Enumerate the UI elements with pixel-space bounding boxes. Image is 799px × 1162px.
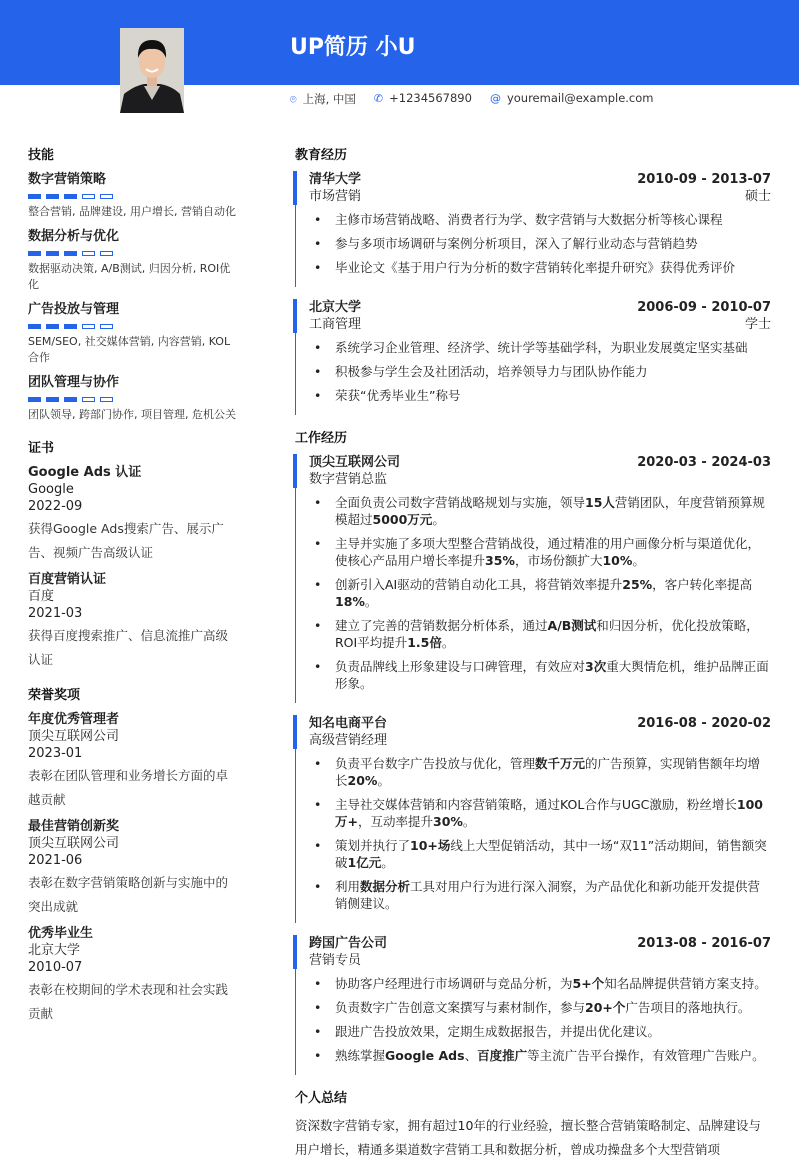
award-item bbox=[28, 711, 240, 812]
bullet-text: 全面负责公司数字营销战略规划与实施，领导 bbox=[335, 495, 586, 510]
bullet-text: 毕业论文《基于用户行为分析的数字营销转化率提升研究》获得优秀评价 bbox=[335, 260, 736, 275]
school-name: 清华大学 bbox=[309, 172, 362, 187]
entry-subheader bbox=[309, 952, 771, 969]
skill-desc: SEM/SEO, 社交媒体营销, 内容营销, KOL合作 bbox=[28, 335, 231, 364]
skill-level-bars bbox=[28, 251, 240, 256]
bullet-text: 建立了完善的营销数据分析体系，通过 bbox=[335, 618, 548, 633]
award-item bbox=[28, 925, 240, 1026]
phone-icon: ✆ bbox=[373, 92, 384, 105]
highlight-text: 15人 bbox=[585, 495, 615, 510]
job-title: 营销专员 bbox=[309, 953, 362, 968]
award-item bbox=[28, 818, 240, 919]
summary-title: 个人总结 bbox=[295, 1091, 348, 1106]
bullet-text: 主修市场营销战略、消费者行为学、数字营销与大数据分析等核心课程 bbox=[335, 212, 723, 227]
bullet-text: 利用 bbox=[335, 879, 361, 894]
highlight-text: Google Ads bbox=[385, 1048, 465, 1063]
bullet-item bbox=[309, 535, 771, 569]
at-icon: @ bbox=[489, 92, 501, 105]
bullet-text: 负责数字广告创意文案撰写与素材制作，参与 bbox=[335, 1000, 586, 1015]
school-name: 北京大学 bbox=[309, 300, 362, 315]
award-desc: 表彰在校期间的学术表现和社会实践贡献 bbox=[28, 982, 229, 1021]
bullet-item bbox=[309, 339, 771, 356]
work-entry bbox=[295, 454, 771, 703]
bullet-list bbox=[309, 339, 771, 415]
location-text: 上海, 中国 bbox=[302, 92, 356, 106]
highlight-text: 30% bbox=[433, 814, 463, 829]
bullet-text: ，互动率提升 bbox=[357, 814, 433, 829]
certs-title: 证书 bbox=[28, 441, 55, 456]
degree: 硕士 bbox=[744, 189, 771, 204]
highlight-text: 5+个 bbox=[572, 976, 605, 991]
entry-header bbox=[309, 299, 771, 316]
skill-name: 团队管理与协作 bbox=[28, 375, 120, 390]
skill-desc: 整合营销, 品牌建设, 用户增长, 营销自动化 bbox=[28, 205, 236, 218]
award-name: 最佳营销创新奖 bbox=[28, 819, 120, 834]
award-date: 2023-01 bbox=[28, 746, 83, 761]
skill-name: 数据分析与优化 bbox=[28, 229, 120, 244]
bullet-text: 负责平台数字广告投放与优化，管理 bbox=[335, 756, 536, 771]
bullet-text: 系统学习企业管理、经济学、统计学等基础学科，为职业发展奠定坚实基础 bbox=[335, 340, 748, 355]
bullet-text: 熟练掌握 bbox=[335, 1048, 386, 1063]
bullet-list bbox=[309, 755, 771, 923]
major: 工商管理 bbox=[309, 317, 362, 332]
level-bar-filled bbox=[64, 397, 77, 402]
degree: 学士 bbox=[744, 317, 771, 332]
bullet-text: 工具对用户行为进行深入洞察，为产品优化和新功能开发提供营销侧建议。 bbox=[335, 879, 761, 911]
bullet-list bbox=[309, 494, 771, 703]
work-entry bbox=[295, 935, 771, 1075]
highlight-text: 数据分析 bbox=[360, 879, 411, 894]
entry-subheader bbox=[309, 471, 771, 488]
bullet-item bbox=[309, 235, 771, 252]
bullet-text: 。 bbox=[632, 553, 645, 568]
level-bar-filled bbox=[28, 194, 41, 199]
skill-level-bars bbox=[28, 194, 240, 199]
bullet-text: 策划并执行了 bbox=[335, 838, 411, 853]
cert-desc: 获得Google Ads搜索广告、展示广告、视频广告高级认证 bbox=[28, 521, 224, 560]
bullet-text: 广告项目的落地执行。 bbox=[625, 1000, 751, 1015]
award-date: 2021-06 bbox=[28, 853, 83, 868]
date-range: 2010-09 - 2013-07 bbox=[637, 172, 771, 187]
date-range: 2013-08 - 2016-07 bbox=[637, 936, 771, 951]
email-text: youremail@example.com bbox=[506, 91, 654, 105]
bullet-text: 等主流广告平台操作，有效管理广告账户。 bbox=[527, 1048, 765, 1063]
bullet-text: 创新引入AI驱动的营销自动化工具，将营销效率提升 bbox=[335, 577, 623, 592]
skill-item bbox=[28, 301, 240, 366]
email bbox=[490, 91, 654, 107]
award-issuer: 北京大学 bbox=[28, 943, 81, 958]
skill-desc: 数据驱动决策, A/B测试, 归因分析, ROI优化 bbox=[28, 262, 231, 291]
work-title: 工作经历 bbox=[295, 431, 348, 446]
level-bar-empty bbox=[82, 397, 95, 402]
level-bar-filled bbox=[64, 251, 77, 256]
bullet-item bbox=[309, 796, 771, 830]
summary-text: 资深数字营销专家，拥有超过10年的行业经验，擅长整合营销策略制定、品牌建设与用户增长，精通多渠道数字营销工具和数据分析，曾成功操盘多个大型营销项 bbox=[295, 1118, 761, 1157]
bullet-text: 参与多项市场调研与案例分析项目，深入了解行业动态与营销趋势 bbox=[335, 236, 698, 251]
highlight-text: 百度推广 bbox=[477, 1048, 528, 1063]
date-range: 2020-03 - 2024-03 bbox=[637, 455, 771, 470]
level-bar-empty bbox=[100, 324, 113, 329]
candidate-name: UP简历 小U bbox=[290, 35, 416, 60]
skill-item bbox=[28, 228, 240, 293]
education-entry bbox=[295, 171, 771, 287]
bullet-list bbox=[309, 975, 771, 1075]
awards-list bbox=[28, 711, 240, 1026]
bullet-text: 荣获“优秀毕业生”称号 bbox=[335, 388, 461, 403]
highlight-text: 20+个 bbox=[585, 1000, 626, 1015]
level-bar-empty bbox=[82, 251, 95, 256]
bullet-item bbox=[309, 363, 771, 380]
highlight-text: 25% bbox=[622, 577, 653, 592]
award-issuer: 顶尖互联网公司 bbox=[28, 729, 120, 744]
highlight-text: 3次 bbox=[585, 659, 607, 674]
award-date: 2010-07 bbox=[28, 960, 83, 975]
skills-title: 技能 bbox=[28, 148, 55, 163]
contact-row bbox=[290, 91, 654, 107]
bullet-item bbox=[309, 975, 771, 992]
bullet-item bbox=[309, 617, 771, 651]
entry-header bbox=[309, 454, 771, 471]
profile-photo bbox=[120, 28, 184, 113]
bullet-text: 线上大型促销活动，其中一场“双11”活动期间，销售额突破 bbox=[335, 838, 767, 870]
bullet-item bbox=[309, 755, 771, 789]
level-bar-filled bbox=[28, 251, 41, 256]
level-bar-filled bbox=[46, 194, 59, 199]
work-list bbox=[295, 454, 771, 1075]
highlight-text: 100万+ bbox=[335, 797, 763, 829]
bullet-item bbox=[309, 387, 771, 404]
left-column bbox=[28, 144, 240, 1032]
education-title: 教育经历 bbox=[295, 148, 348, 163]
cert-name: 百度营销认证 bbox=[28, 572, 107, 587]
company-name: 跨国广告公司 bbox=[309, 936, 388, 951]
bullet-text: 。 bbox=[377, 773, 390, 788]
bullet-text: 。 bbox=[381, 855, 394, 870]
bullet-list bbox=[309, 211, 771, 287]
highlight-text: 35% bbox=[485, 553, 515, 568]
cert-item bbox=[28, 464, 240, 565]
highlight-text: 10+场 bbox=[410, 838, 451, 853]
bullet-text: 。 bbox=[462, 814, 476, 829]
company-name: 顶尖互联网公司 bbox=[309, 455, 401, 470]
job-title: 数字营销总监 bbox=[309, 472, 388, 487]
bullet-text: 重大舆情危机，维护品牌正面形象。 bbox=[335, 659, 769, 691]
highlight-text: 数千万元 bbox=[535, 756, 586, 771]
highlight-text: 10% bbox=[602, 553, 633, 568]
date-range: 2006-09 - 2010-07 bbox=[637, 300, 771, 315]
bullet-text: 、 bbox=[464, 1048, 478, 1063]
bullet-text: 的广告预算，实现销售额年均增长 bbox=[335, 756, 761, 788]
level-bar-empty bbox=[100, 397, 113, 402]
skill-item bbox=[28, 374, 240, 423]
entry-header bbox=[309, 935, 771, 952]
level-bar-filled bbox=[28, 397, 41, 402]
level-bar-empty bbox=[100, 251, 113, 256]
bullet-text: 协助客户经理进行市场调研与竞品分析，为 bbox=[335, 976, 573, 991]
bullet-text: 。 bbox=[432, 512, 445, 527]
bullet-text: 知名品牌提供营销方案支持。 bbox=[604, 976, 767, 991]
entry-subheader bbox=[309, 732, 771, 749]
phone bbox=[374, 91, 472, 107]
skill-name: 数字营销策略 bbox=[28, 172, 107, 187]
bullet-item bbox=[309, 1047, 771, 1064]
award-issuer: 顶尖互联网公司 bbox=[28, 836, 120, 851]
level-bar-filled bbox=[46, 324, 59, 329]
bullet-text: 负责品牌线上形象建设与口碑管理，有效应对 bbox=[335, 659, 586, 674]
skill-level-bars bbox=[28, 324, 240, 329]
right-column bbox=[295, 144, 771, 1162]
award-name: 年度优秀管理者 bbox=[28, 712, 120, 727]
bullet-item bbox=[309, 1023, 771, 1040]
highlight-text: 1亿元 bbox=[347, 855, 382, 870]
bullet-item bbox=[309, 576, 771, 610]
cert-desc: 获得百度搜索推广、信息流推广高级认证 bbox=[28, 628, 229, 667]
highlight-text: 5000万元 bbox=[372, 512, 433, 527]
bullet-text: 和归因分析，优化投放策略，ROI平均提升 bbox=[335, 618, 759, 650]
level-bar-empty bbox=[82, 194, 95, 199]
cert-date: 2022-09 bbox=[28, 499, 83, 514]
bullet-text: ，客户转化率提高 bbox=[652, 577, 753, 592]
level-bar-filled bbox=[46, 251, 59, 256]
phone-text: +1234567890 bbox=[389, 91, 472, 105]
bullet-item bbox=[309, 259, 771, 276]
location-pin-icon: ⌾ bbox=[290, 93, 297, 106]
education-entry bbox=[295, 299, 771, 415]
highlight-text: 20% bbox=[347, 773, 378, 788]
bullet-item bbox=[309, 837, 771, 871]
skill-level-bars bbox=[28, 397, 240, 402]
bullet-text: 主导社交媒体营销和内容营销策略，通过KOL合作与UGC激励，粉丝增长 bbox=[335, 797, 737, 812]
award-desc: 表彰在团队管理和业务增长方面的卓越贡献 bbox=[28, 768, 229, 807]
cert-item bbox=[28, 571, 240, 672]
work-entry bbox=[295, 715, 771, 923]
skill-item bbox=[28, 171, 240, 220]
entry-subheader bbox=[309, 316, 771, 333]
level-bar-filled bbox=[64, 324, 77, 329]
level-bar-filled bbox=[28, 324, 41, 329]
major: 市场营销 bbox=[309, 189, 362, 204]
level-bar-filled bbox=[64, 194, 77, 199]
skill-desc: 团队领导, 跨部门协作, 项目管理, 危机公关 bbox=[28, 408, 236, 421]
award-name: 优秀毕业生 bbox=[28, 926, 94, 941]
bullet-text: ，市场份额扩大 bbox=[514, 553, 603, 568]
level-bar-empty bbox=[82, 324, 95, 329]
bullet-text: 营销团队，年度营销预算规模超过 bbox=[335, 495, 765, 527]
bullet-text: 积极参与学生会及社团活动，培养领导力与团队协作能力 bbox=[335, 364, 648, 379]
cert-date: 2021-03 bbox=[28, 606, 83, 621]
award-desc: 表彰在数字营销策略创新与实施中的突出成就 bbox=[28, 875, 229, 914]
location bbox=[290, 91, 356, 107]
entry-subheader bbox=[309, 188, 771, 205]
cert-name: Google Ads 认证 bbox=[28, 465, 142, 480]
bullet-item bbox=[309, 878, 771, 912]
education-list bbox=[295, 171, 771, 415]
bullet-text: 跟进广告投放效果，定期生成数据报告，并提出优化建议。 bbox=[335, 1024, 661, 1039]
skill-name: 广告投放与管理 bbox=[28, 302, 120, 317]
bullet-item bbox=[309, 999, 771, 1016]
entry-header bbox=[309, 715, 771, 732]
highlight-text: 18% bbox=[335, 594, 365, 609]
bullet-text: 主导并实施了多项大型整合营销战役，通过精准的用户画像分析与渠道优化，使核心产品用户增长率提升 bbox=[335, 536, 761, 568]
company-name: 知名电商平台 bbox=[309, 716, 388, 731]
certs-list bbox=[28, 464, 240, 672]
highlight-text: 1.5倍 bbox=[407, 635, 442, 650]
cert-issuer: 百度 bbox=[28, 589, 55, 604]
date-range: 2016-08 - 2020-02 bbox=[637, 716, 771, 731]
bullet-item bbox=[309, 494, 771, 528]
skills-list bbox=[28, 171, 240, 423]
bullet-item bbox=[309, 658, 771, 692]
bullet-text: 。 bbox=[441, 635, 455, 650]
awards-title: 荣誉奖项 bbox=[28, 688, 81, 703]
highlight-text: A/B测试 bbox=[547, 618, 597, 633]
level-bar-filled bbox=[46, 397, 59, 402]
level-bar-empty bbox=[100, 194, 113, 199]
bullet-text: 。 bbox=[364, 594, 378, 609]
entry-header bbox=[309, 171, 771, 188]
job-title: 高级营销经理 bbox=[309, 733, 388, 748]
cert-issuer: Google bbox=[28, 482, 74, 497]
bullet-item bbox=[309, 211, 771, 228]
